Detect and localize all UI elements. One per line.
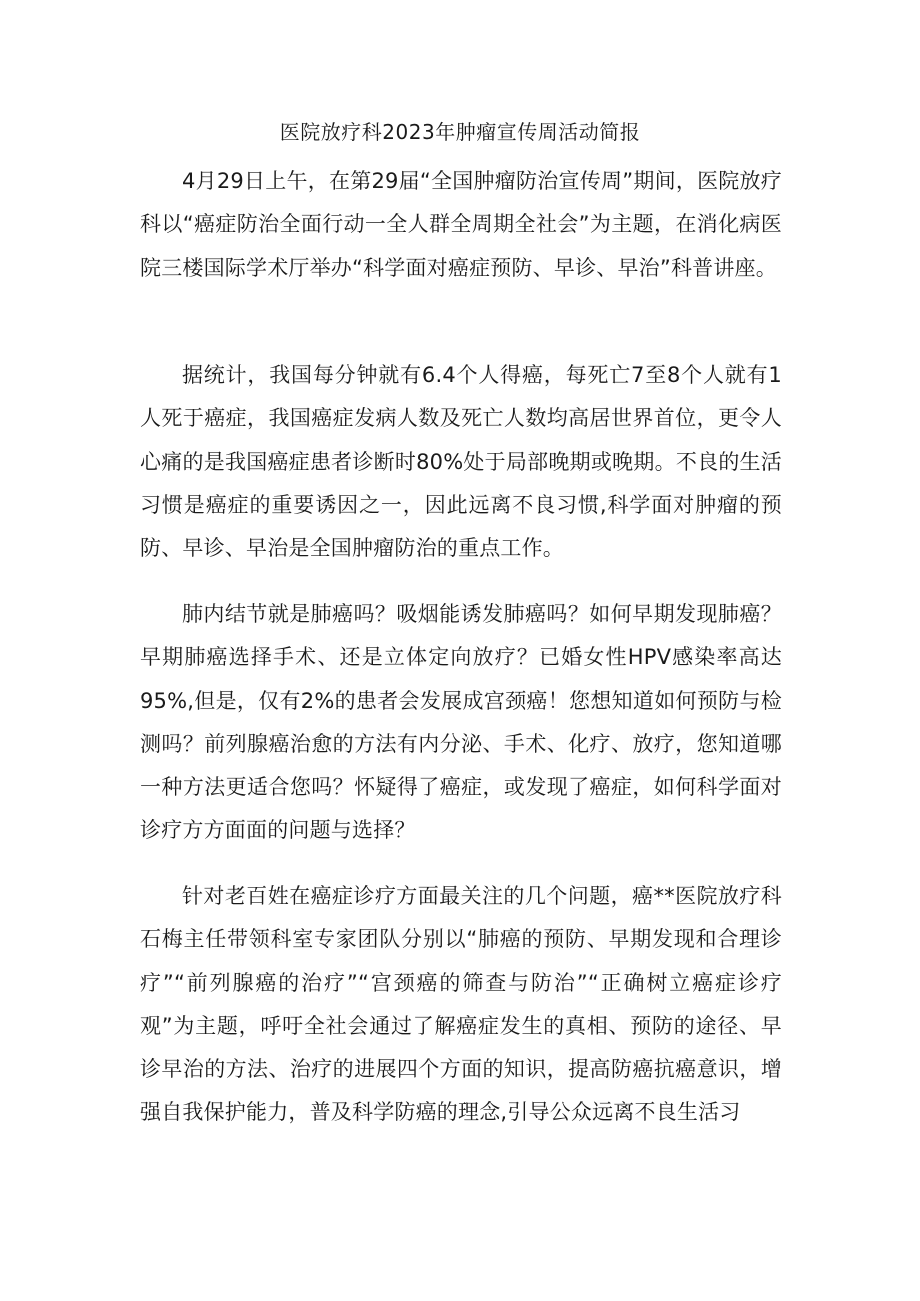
paragraph-event-intro: 4月29日上午，在第29届“全国肿瘤防治宣传周”期间，医院放疗科以“癌症防治全面行动一全人群全周期全社会”为主题，在消化病医院三楼国际学术厅举办“科学面对癌症预防、早诊、早治”科普讲座。	[140, 169, 782, 280]
paragraph-questions: 肺内结节就是肺癌吗？吸烟能诱发肺癌吗？如何早期发现肺癌？早期肺癌选择手术、还是立体定向放疗？已婚女性HPV感染率高达95%,但是，仅有2%的患者会发展成宫颈癌！您想知道如何预防与检测吗？前列腺癌治愈的方法有内分泌、手术、化疗、放疗，您知道哪一种方法更适合您吗？怀疑得了癌症，或发现了癌症，如何科学面对诊疗方方面面的问题与选择？	[140, 602, 782, 843]
paragraph-statistics: 据统计，我国每分钟就有6.4个人得癌，每死亡7至8个人就有1人死于癌症，我国癌症发病人数及死亡人数均高居世界首位，更令人心痛的是我国癌症患者诊断时80%处于局部晚期或晚期。不良的生活习惯是癌症的重要诱因之一，因此远离不良习惯,科学面对肿瘤的预防、早诊、早治是全国肿瘤防治的重点工作。	[140, 363, 782, 561]
document-title: 医院放疗科2023年肿瘤宣传周活动简报	[279, 120, 641, 144]
paragraph-lecture-topics: 针对老百姓在癌症诊疗方面最关注的几个问题，癌**医院放疗科石梅主任带领科室专家团队分别以“肺癌的预防、早期发现和合理诊疗”“前列腺癌的治疗”“宫颈癌的筛查与防治”“正确树立癌症诊疗观”为主题，呼吁全社会通过了解癌症发生的真相、预防的途径、早诊早治的方法、治疗的进展四个方面的知识，提高防癌抗癌意识，增强自我保护能力，普及科学防癌的理念,引导公众远离不良生活习	[140, 884, 782, 1125]
